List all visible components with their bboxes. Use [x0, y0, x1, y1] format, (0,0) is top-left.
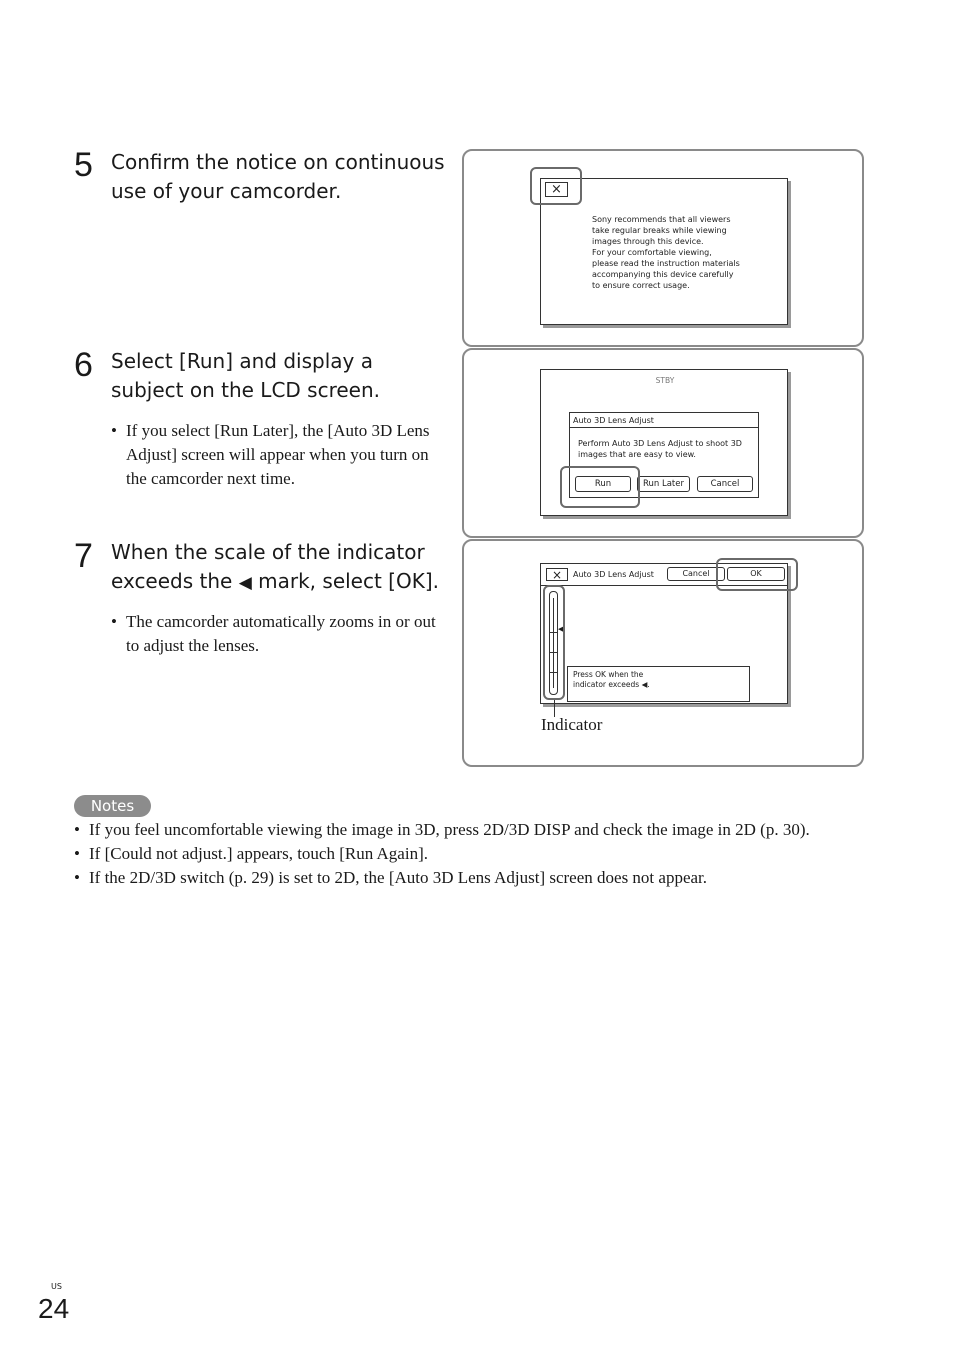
step-6-illustration: [462, 348, 864, 538]
notice-line: accompanying this device carefully: [592, 270, 734, 279]
message-line-1: Press OK when the: [573, 670, 644, 679]
left-arrow-icon: ◀: [238, 573, 252, 593]
step-7-title: [111, 538, 451, 598]
notice-line: please read the instruction materials: [592, 259, 740, 268]
ok-button-highlight: [716, 558, 798, 591]
region-code: US: [51, 1282, 62, 1291]
close-button-highlight: [530, 167, 582, 205]
cancel-button[interactable]: Cancel: [667, 567, 725, 581]
step-5-title: Confirm the notice on continuous use of your camcorder.: [111, 150, 445, 203]
run-later-button[interactable]: Run Later: [637, 476, 690, 492]
indicator-highlight: [543, 585, 565, 700]
step-7-title-line-1: When the scale of the indicator: [111, 540, 425, 564]
step-7-title-text: mark, select [OK].: [251, 569, 439, 593]
step-7-illustration: [462, 539, 864, 767]
indicator-mark-icon: ◀: [558, 625, 564, 633]
cancel-button[interactable]: Cancel: [697, 476, 753, 492]
step-6-bullet: • If you select [Run Later], the [Auto 3D Lens Adjust] screen will appear when you turn on the camcorder next time.: [126, 419, 446, 491]
notice-line: take regular breaks while viewing: [592, 226, 727, 235]
dialog-text-line-1: Perform Auto 3D Lens Adjust to shoot 3D: [578, 439, 742, 448]
adjust-header-title: Auto 3D Lens Adjust: [573, 570, 654, 579]
close-icon[interactable]: ×: [545, 182, 568, 197]
indicator-label: Indicator: [541, 715, 603, 734]
note-item: • If [Could not adjust.] appears, touch [Run Again].: [89, 842, 428, 866]
notice-text: [592, 214, 782, 291]
close-icon[interactable]: ×: [546, 568, 568, 581]
note-item: • If the 2D/3D switch (p. 29) is set to 2D, the [Auto 3D Lens Adjust] screen does not appear.: [89, 866, 707, 890]
run-button[interactable]: Run: [575, 476, 631, 492]
step-7-number: 7: [74, 537, 93, 575]
step-6-number: 6: [74, 346, 93, 384]
notes-badge: Notes: [74, 795, 151, 817]
stby-status: STBY: [655, 376, 675, 385]
step-7-title-line-2: [111, 567, 451, 598]
step-7-title-text: exceeds the: [111, 569, 239, 593]
notice-line: For your comfortable viewing,: [592, 248, 712, 257]
ok-button[interactable]: OK: [727, 567, 785, 581]
step-7-bullet: • The camcorder automatically zooms in or out to adjust the lenses.: [126, 610, 446, 658]
step-5-illustration: [462, 149, 864, 347]
page-number: 24: [38, 1293, 70, 1324]
notice-line: images through this device.: [592, 237, 704, 246]
dialog-title: Auto 3D Lens Adjust: [570, 413, 758, 428]
run-button-highlight: [560, 466, 640, 508]
step-5-number: 5: [74, 146, 93, 184]
notice-line: to ensure correct usage.: [592, 281, 690, 290]
step-6-title: Select [Run] and display a subject on the LCD screen.: [111, 349, 381, 402]
dialog-text-line-2: images that are easy to view.: [578, 450, 696, 459]
notice-line: Sony recommends that all viewers: [592, 215, 731, 224]
note-item: • If you feel uncomfortable viewing the image in 3D, press 2D/3D DISP and check the image in 2D (p. 30).: [89, 818, 810, 842]
adjust-message-box: [567, 666, 750, 702]
message-line-2: indicator exceeds ◀.: [573, 680, 650, 689]
